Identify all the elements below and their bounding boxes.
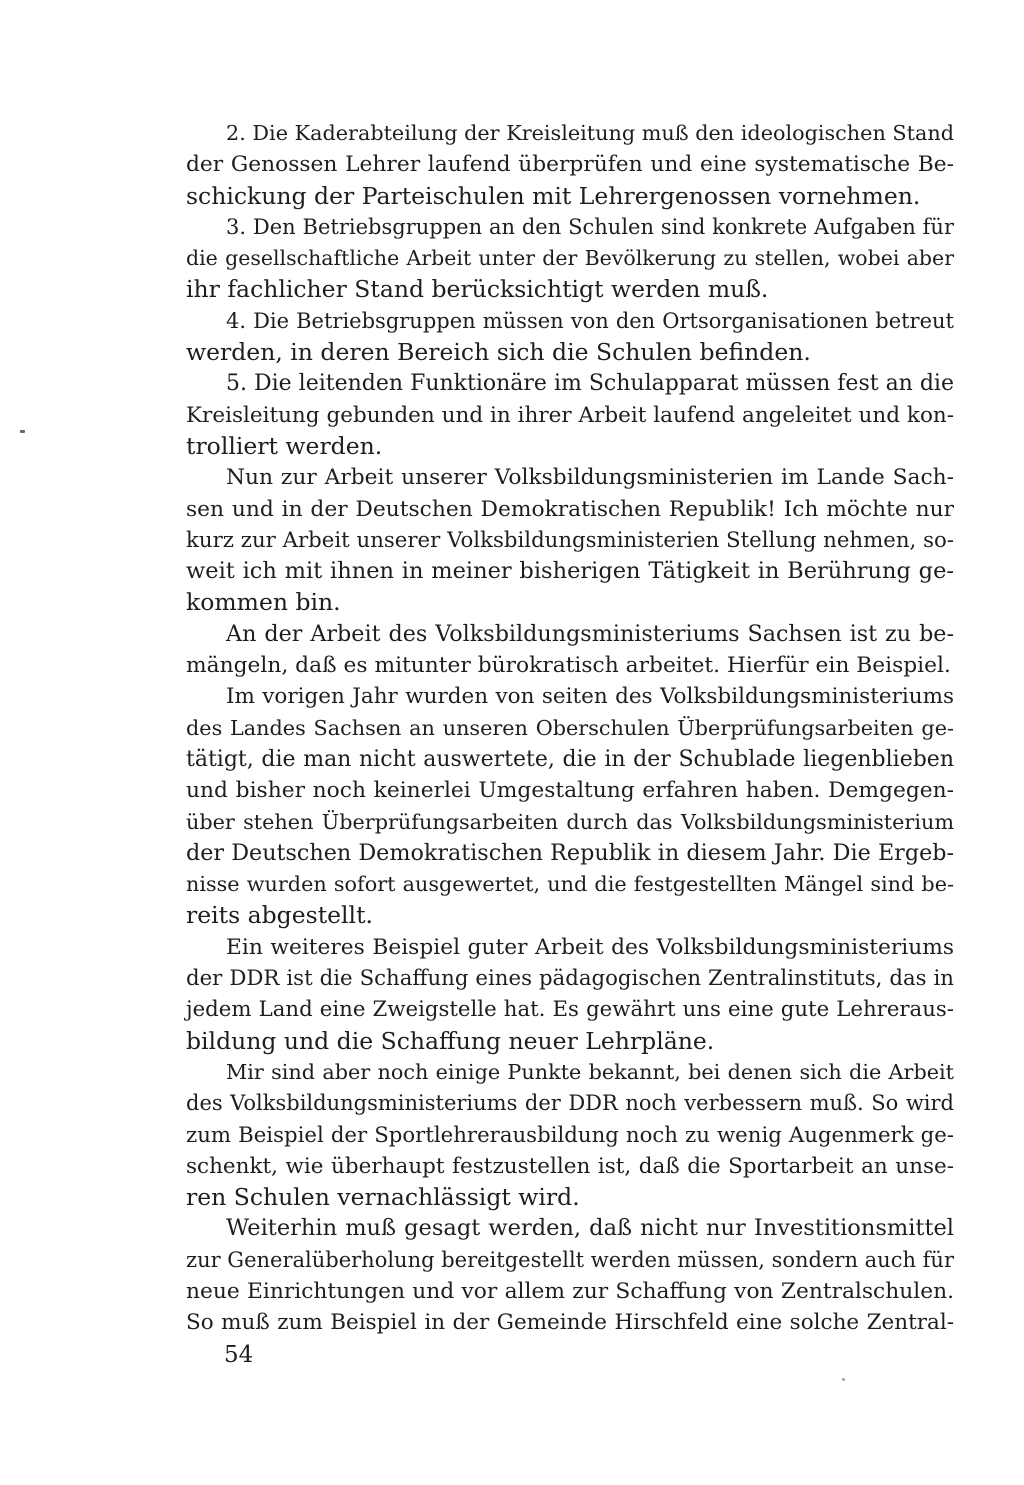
text-line: Mir sind aber noch einige Punkte bekannt, bei denen sich die Arbeit	[226, 1059, 954, 1084]
text-line: zur Generalüberholung bereitgestellt werden müssen, sondern auch für	[186, 1247, 954, 1272]
text-line: des Landes Sachsen an unseren Oberschulen Überprüfungsarbeiten ge-	[186, 715, 954, 740]
text-line: kommen bin.	[186, 588, 341, 617]
text-line: Nun zur Arbeit unserer Volksbildungsministerien im Lande Sach-	[226, 465, 954, 491]
text-line: reits abgestellt.	[186, 901, 373, 930]
text-line: weit ich mit ihnen in meiner bisherigen Tätigkeit in Berührung ge-	[186, 558, 954, 585]
page-body	[186, 118, 954, 1339]
text-line: So muß zum Beispiel in der Gemeinde Hirschfeld eine solche Zentral-	[186, 1310, 954, 1336]
margin-speck	[842, 1378, 845, 1381]
text-line: die gesellschaftliche Arbeit unter der Bevölkerung zu stellen, wobei aber	[186, 246, 954, 271]
text-line: nisse wurden sofort ausgewertet, und die festgestellten Mängel sind be-	[186, 872, 954, 897]
text-line: 5. Die leitenden Funktionäre im Schulapparat müssen fest an die	[226, 371, 954, 397]
text-line: jedem Land eine Zweigstelle hat. Es gewährt uns eine gute Lehreraus-	[186, 997, 954, 1023]
text-line: werden, in deren Bereich sich die Schulen befinden.	[186, 338, 811, 367]
text-line: zum Beispiel der Sportlehrerausbildung noch zu wenig Augenmerk ge-	[186, 1122, 954, 1148]
text-line: schickung der Parteischulen mit Lehrergenossen vornehmen.	[186, 181, 921, 210]
text-line: 4. Die Betriebsgruppen müssen von den Ortsorganisationen betreut	[226, 308, 954, 333]
text-line: über stehen Überprüfungsarbeiten durch das Volksbildungsministerium	[186, 809, 954, 834]
text-line: Kreisleitung gebunden und in ihrer Arbeit laufend angeleitet und kon-	[186, 402, 954, 428]
page-number: 54	[224, 1342, 254, 1368]
text-line: ren Schulen vernachlässigt wird.	[186, 1183, 580, 1212]
text-line: kurz zur Arbeit unserer Volksbildungsministerien Stellung nehmen, so-	[186, 527, 954, 553]
text-line: sen und in der Deutschen Demokratischen Republik! Ich möchte nur	[186, 496, 954, 522]
text-line: Ein weiteres Beispiel guter Arbeit des Volksbildungsministeriums	[226, 934, 954, 960]
text-line: mängeln, daß es mitunter bürokratisch arbeitet. Hierfür ein Beispiel.	[186, 653, 951, 679]
text-line: trolliert werden.	[186, 431, 383, 460]
text-line: der Deutschen Demokratischen Republik in diesem Jahr. Die Ergeb-	[186, 839, 954, 866]
text-line: Im vorigen Jahr wurden von seiten des Volksbildungsministeriums	[226, 684, 954, 710]
text-line: Weiterhin muß gesagt werden, daß nicht nur Investitionsmittel	[226, 1215, 954, 1242]
text-line: der DDR ist die Schaffung eines pädagogischen Zentralinstituts, das in	[186, 966, 954, 992]
text-line: schenkt, wie überhaupt festzustellen ist, daß die Sportarbeit an unse-	[186, 1153, 954, 1179]
text-line: 2. Die Kaderabteilung der Kreisleitung muß den ideologischen Stand	[226, 121, 954, 145]
text-line: ihr fachlicher Stand berücksichtigt werden muß.	[186, 275, 769, 304]
text-line: tätigt, die man nicht auswertete, die in der Schublade liegenblieben	[186, 746, 954, 772]
text-line: An der Arbeit des Volksbildungsministeriums Sachsen ist zu be-	[226, 620, 954, 647]
text-line: der Genossen Lehrer laufend überprüfen und eine systematische Be-	[186, 152, 954, 178]
text-line: des Volksbildungsministeriums der DDR noch verbessern muß. So wird	[186, 1091, 954, 1116]
text-line: 3. Den Betriebsgruppen an den Schulen sind konkrete Aufgaben für	[226, 214, 954, 239]
text-line: neue Einrichtungen und vor allem zur Schaffung von Zentralschulen.	[186, 1278, 954, 1304]
text-line: bildung und die Schaffung neuer Lehrpläne.	[186, 1026, 715, 1055]
margin-speck	[20, 430, 25, 433]
text-line: und bisher noch keinerlei Umgestaltung erfahren haben. Demgegen-	[186, 778, 954, 804]
